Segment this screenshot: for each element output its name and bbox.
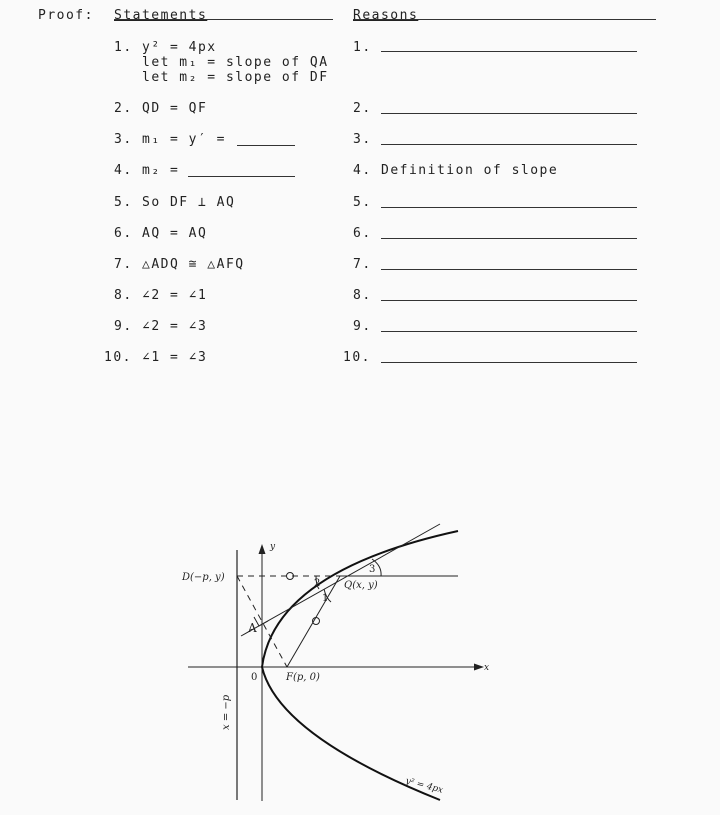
reason-4-text: Definition of slope	[381, 163, 559, 178]
statement-number-9: 9.	[114, 319, 133, 334]
x-axis-label: x	[484, 663, 490, 673]
statement-number-6: 6.	[114, 226, 133, 241]
tangent-line	[241, 524, 440, 636]
statement-number-3: 3.	[114, 132, 133, 147]
statement-4: m₂ =	[142, 163, 180, 178]
angle-label-3: 3	[369, 564, 376, 575]
angle-label-1: 1	[322, 593, 329, 604]
directrix-label: x = −p	[221, 694, 232, 730]
statement-6: AQ = AQ	[142, 226, 208, 241]
reason-number-9: 9.	[353, 319, 372, 334]
angle-label-2: 2	[314, 578, 321, 589]
statement-9: ∠2 = ∠3	[142, 319, 208, 334]
statement-8: ∠2 = ∠1	[142, 288, 208, 303]
proof-label: Proof:	[38, 8, 94, 23]
reason-number-3: 3.	[353, 132, 372, 147]
statement-1-line-3: let m₂ = slope of DF	[142, 70, 329, 85]
reason-number-7: 7.	[353, 257, 372, 272]
reason-number-4: 4.	[353, 163, 372, 178]
statement-number-7: 7.	[114, 257, 133, 272]
statement-3: m₁ = y′ =	[142, 132, 226, 147]
y-axis-arrow	[259, 544, 266, 554]
statement-10: ∠1 = ∠3	[142, 350, 208, 365]
statement-7: △ADQ ≅ △AFQ	[142, 257, 245, 272]
point-label-D: D(−p, y)	[182, 572, 225, 583]
parabola-label: y² = 4px	[404, 776, 445, 796]
reason-number-2: 2.	[353, 101, 372, 116]
statement-number-8: 8.	[114, 288, 133, 303]
statement-1-line-1: y² = 4px	[142, 40, 217, 55]
statements-heading: Statements	[114, 8, 208, 23]
parabola-curve	[262, 531, 458, 800]
reasons-heading: Reasons	[353, 8, 419, 23]
segment-FQ	[287, 576, 340, 667]
statement-number-10: 10.	[104, 350, 132, 365]
reason-number-1: 1.	[353, 40, 372, 55]
point-label-Q: Q(x, y)	[344, 580, 378, 591]
statement-number-2: 2.	[114, 101, 133, 116]
point-label-F: F(p, 0)	[286, 672, 320, 683]
point-label-A: A	[248, 621, 257, 635]
reason-number-6: 6.	[353, 226, 372, 241]
statement-number-1: 1.	[114, 40, 133, 55]
statement-number-4: 4.	[114, 163, 133, 178]
origin-label: 0	[251, 672, 258, 683]
y-axis-label: y	[270, 542, 276, 552]
statement-1-line-2: let m₁ = slope of QA	[142, 55, 329, 70]
reason-number-8: 8.	[353, 288, 372, 303]
x-axis-arrow	[474, 664, 484, 671]
reason-number-5: 5.	[353, 195, 372, 210]
statement-2: QD = QF	[142, 101, 208, 116]
statement-number-5: 5.	[114, 195, 133, 210]
reason-number-10: 10.	[343, 350, 371, 365]
statement-5: So DF ⊥ AQ	[142, 195, 236, 210]
